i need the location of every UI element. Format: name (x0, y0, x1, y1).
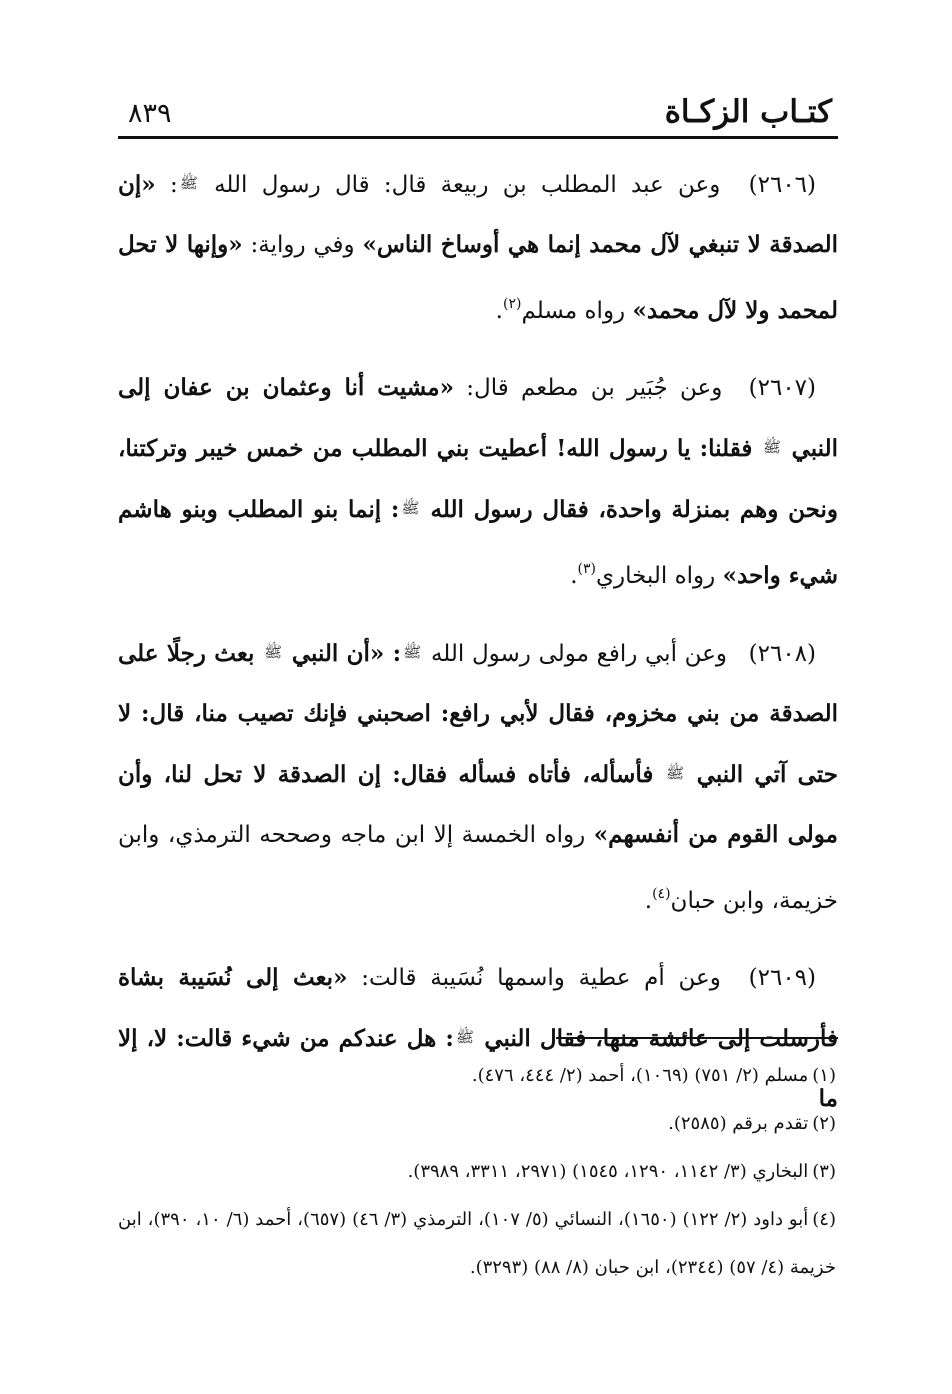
footnote-number: (٣) (812, 1161, 836, 1182)
footnote-number: (٢) (812, 1113, 836, 1134)
hadith-2606 (118, 154, 838, 341)
footnote-text: البخاري (٣/ ١١٤٢، ١٢٩٠، ١٥٤٥) (٢٩٧١، ٣٣١١، ٣٩٨٩). (407, 1161, 809, 1182)
hadith-text: «بعث إلى نُسَيبة بشاة فأرسلت إلى عائشة منها، فقال النبي (118, 964, 838, 1052)
salutation-glyph: ﷺ (665, 764, 685, 782)
hadith-source: رواه البخاري (595, 563, 716, 589)
chapter-title: كتـاب الزكـاة (664, 94, 832, 130)
footnote-rule (556, 1037, 838, 1039)
footnotes (118, 1052, 838, 1292)
running-header (118, 92, 838, 142)
hadith-text: : «أن النبي (291, 640, 402, 667)
hadith-intro: وعن عبد المطلب بن ربيعة قال: قال رسول الله (214, 172, 721, 198)
footnote-number: (١) (812, 1065, 836, 1086)
salutation-glyph: ﷺ (264, 643, 283, 661)
salutation-glyph: ﷺ (179, 174, 198, 192)
footnote-text: تقدم برقم (٢٥٨٥). (668, 1113, 809, 1134)
footnote-2 (118, 1100, 838, 1148)
footnote-ref[interactable]: (٣) (577, 561, 596, 577)
footnote-ref[interactable]: (٤) (652, 886, 671, 902)
hadith-number: (٢٦٠٧) (748, 375, 817, 401)
period: . (644, 888, 653, 914)
hadith-2607 (118, 358, 838, 606)
hadith-number: (٢٦٠٨) (748, 641, 817, 667)
hadith-source: رواه الخمسة إلا ابن ماجه وصححه الترمذي، وابن خزيمة، وابن حبان (118, 822, 838, 914)
salutation-glyph: ﷺ (401, 499, 420, 517)
salutation-glyph: ﷺ (403, 643, 422, 661)
hadith-2608 (118, 623, 838, 931)
hadith-source: رواه مسلم (521, 298, 626, 324)
page-number: ٨٣٩ (128, 98, 172, 129)
hadith-intro: وعن أم عطية واسمها نُسَيبة قالت: (361, 965, 721, 991)
body-text (118, 154, 838, 1129)
footnote-ref[interactable]: (٢) (502, 296, 522, 312)
narration-note: وفي رواية: (250, 232, 355, 258)
hadith-intro: وعن جُبَير بن مطعم قال: (466, 375, 723, 401)
period: . (570, 563, 578, 589)
hadith-text: «إن الصدقة لا تنبغي لآل محمد إنما هي أوساخ الناس» (118, 171, 839, 258)
footnote-1 (118, 1052, 838, 1100)
footnote-4 (118, 1196, 838, 1292)
hadith-text-end: : إنما بنو المطلب وبنو هاشم شيء واحد» (118, 496, 838, 589)
footnote-text: مسلم (٢/ ٧٥١) (١٠٦٩)، أحمد (٢/ ٤٤٤، ٤٧٦). (471, 1065, 809, 1086)
header-rule (118, 136, 838, 139)
hadith-number: (٢٦٠٦) (748, 172, 817, 198)
hadith-text-end: فأسأله، فأتاه فسأله فقال: إن الصدقة لا تحل لنا، وأن مولى القوم من أنفسهم» (118, 761, 838, 848)
salutation-glyph: ﷺ (455, 1028, 474, 1046)
period: . (495, 298, 503, 324)
footnote-3 (118, 1148, 838, 1196)
hadith-text: «مشيت أنا وعثمان بن عفان إلى النبي (118, 374, 839, 462)
hadith-intro: وعن أبي رافع مولى رسول الله (430, 641, 727, 667)
footnote-number: (٤) (812, 1209, 836, 1230)
hadith-text-continued: فقلنا: يا رسول الله! أعطيت بني المطلب من خمس خيبر وتركتنا، ونحن وهم بمنزلة واحدة، فقال رسول الله (118, 435, 839, 523)
book-page (118, 92, 838, 1322)
hadith-text-continued: : هل عندكم من شيء قالت: لا، إلا ما (118, 1025, 838, 1112)
hadith-text-continued: بعث رجلًا على الصدقة من بني مخزوم، فقال لأبي رافع: اصحبني فإنك تصيب منا، قال: لا حتى آتي النبي (118, 640, 839, 788)
salutation-glyph: ﷺ (762, 438, 782, 456)
hadith-number: (٢٦٠٩) (748, 965, 817, 991)
hadith-text-variant: «وإنها لا تحل لمحمد ولا لآل محمد» (118, 231, 838, 324)
separator: : (169, 172, 178, 198)
footnote-text: أبو داود (٢/ ١٢٢) (١٦٥٠)، النسائي (٥/ ١٠٧)، الترمذي (٣/ ٤٦) (٦٥٧)، أحمد (٦/ ١٠، ٣٩٠)، ابن خزيمة (٤/ ٥٧) (٢٣٤٤)، ابن حبان (٨/ ٨٨) (٣٢٩٣). (118, 1209, 836, 1278)
